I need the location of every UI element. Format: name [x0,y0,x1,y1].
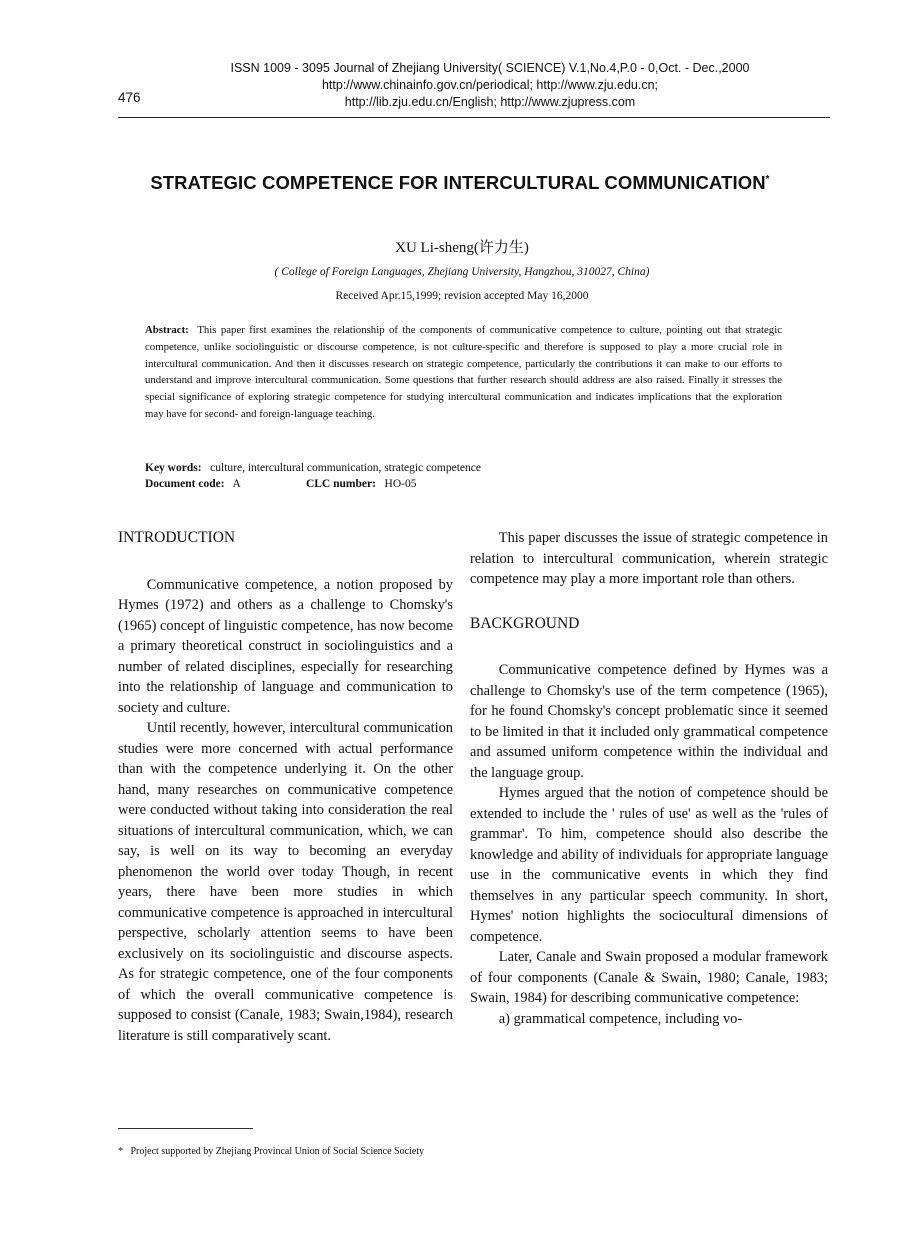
author-affiliation: ( College of Foreign Languages, Zhejiang University, Hangzhou, 310027, China) [274,266,650,278]
received-dates: Received Apr.15,1999; revision accepted May 16,2000 [335,290,589,302]
page-number: 476 [118,90,141,105]
document-code-label: Document code: [145,478,225,490]
background-paragraph-2: Hymes argued that the notion of competence should be extended to include the ' rules of use' as well as the 'rules of grammar'. To him, competence should also describe the knowledge and ability of individuals for appropriate language use in the communicative events in which they find themselves in any particular speech community. In short, Hymes' notion highlights the sociocultural dimensions of competence. [470,785,828,945]
journal-citation: ISSN 1009 - 3095 Journal of Zhejiang University( SCIENCE) V.1,No.4,P.0 - 0,Oct. - Dec.,2000 [230,61,750,75]
paper-title [60,172,860,194]
journal-urls-line1: http://www.chinainfo.gov.cn/periodical; http://www.zju.edu.cn; [321,78,659,92]
background-paragraph-1: Communicative competence defined by Hymes was a challenge to Chomsky's use of the term competence (1965), for he found Chomsky's concept problematic since it seemed to be limited in that it included only grammatical competence and assumed uniform competence within the individual and the language group. [470,662,828,781]
footnote [118,1146,424,1157]
author-name: XU Li-sheng(许力生) [395,240,529,256]
left-column [118,528,453,1046]
clc-number-label: CLC number: [305,478,376,490]
keywords [145,460,481,476]
section-heading-introduction: INTRODUCTION [118,529,236,546]
clc-number-value: HO-05 [384,478,417,490]
paper-title-text: STRATEGIC COMPETENCE FOR INTERCULTURAL COMMUNICATION [150,172,766,193]
intro-paragraph-1: Communicative competence, a notion proposed by Hymes (1972) and others as a challenge to Chomsky's (1965) concept of linguistic competence, has now become a primary theoretical construct in sociolinguistics and a number of related disciplines, especially for researching into the relationship of language and communication to society and culture. [118,576,453,716]
document-code-line [145,476,417,492]
intro-paragraph-2: Until recently, however, intercultural communication studies were more concerned with actual performance than with the competence underlying it. On the other hand, many researches on communicative competence were conducted without taking into consideration the real situations of intercultural communication, which, we can say, is well on its way to becoming an everyday phenomenon the world over today Though, in recent years, there have been more studies in which communicative competence is approached in intercultural perspective, scholarly attention seems to have been exclusively on its sociolinguistic and discourse aspects. As for strategic competence, one of the four components of which the overall communicative competence is supposed to consist (Canale, 1983; Swain,1984), research literature is still comparatively scant. [118,720,453,1044]
abstract [145,322,782,423]
journal-urls-line2: http://lib.zju.edu.cn/English; http://www.zjupress.com [344,95,636,109]
header-rule [118,117,830,118]
keywords-label: Key words: [145,462,202,474]
background-paragraph-3: Later, Canale and Swain proposed a modular framework of four components (Canale & Swain, 1980; Canale, 1983; Swain, 1984) for describing communicative competence: [470,949,828,1006]
right-intro-paragraph: This paper discusses the issue of strategic competence in relation to intercultural communication, wherein strategic competence may play a more important role than others. [470,530,828,587]
title-footnote-marker: * [765,173,770,185]
footnote-text: Project supported by Zhejiang Provincal Union of Social Science Society [130,1146,425,1157]
keywords-text: culture, intercultural communication, strategic competence [210,462,481,474]
footnote-rule [118,1128,253,1129]
section-heading-background: BACKGROUND [470,614,580,632]
background-paragraph-4: a) grammatical competence, including vo- [498,1010,743,1027]
abstract-label: Abstract: [145,324,189,336]
footnote-marker: * [118,1146,123,1157]
abstract-text: This paper first examines the relationship of the components of communicative competence to culture, pointing out that strategic competence, unlike sociolinguistic or discourse competence, is not culture-specific and therefore is supposed to play a more crucial role in intercultural communication. And then it discusses research on strategic competence, particularly the contributions it can make to our efforts to understand and improve intercultural communication. Some questions that further research should address are also raised. Finally it stresses the special significance of exploring strategic competence for studying intercultural communication and indicates implications that the exploration may have for second- and foreign-language teaching. [145,324,782,420]
right-column [470,528,828,1029]
document-code-value: A [232,478,241,490]
